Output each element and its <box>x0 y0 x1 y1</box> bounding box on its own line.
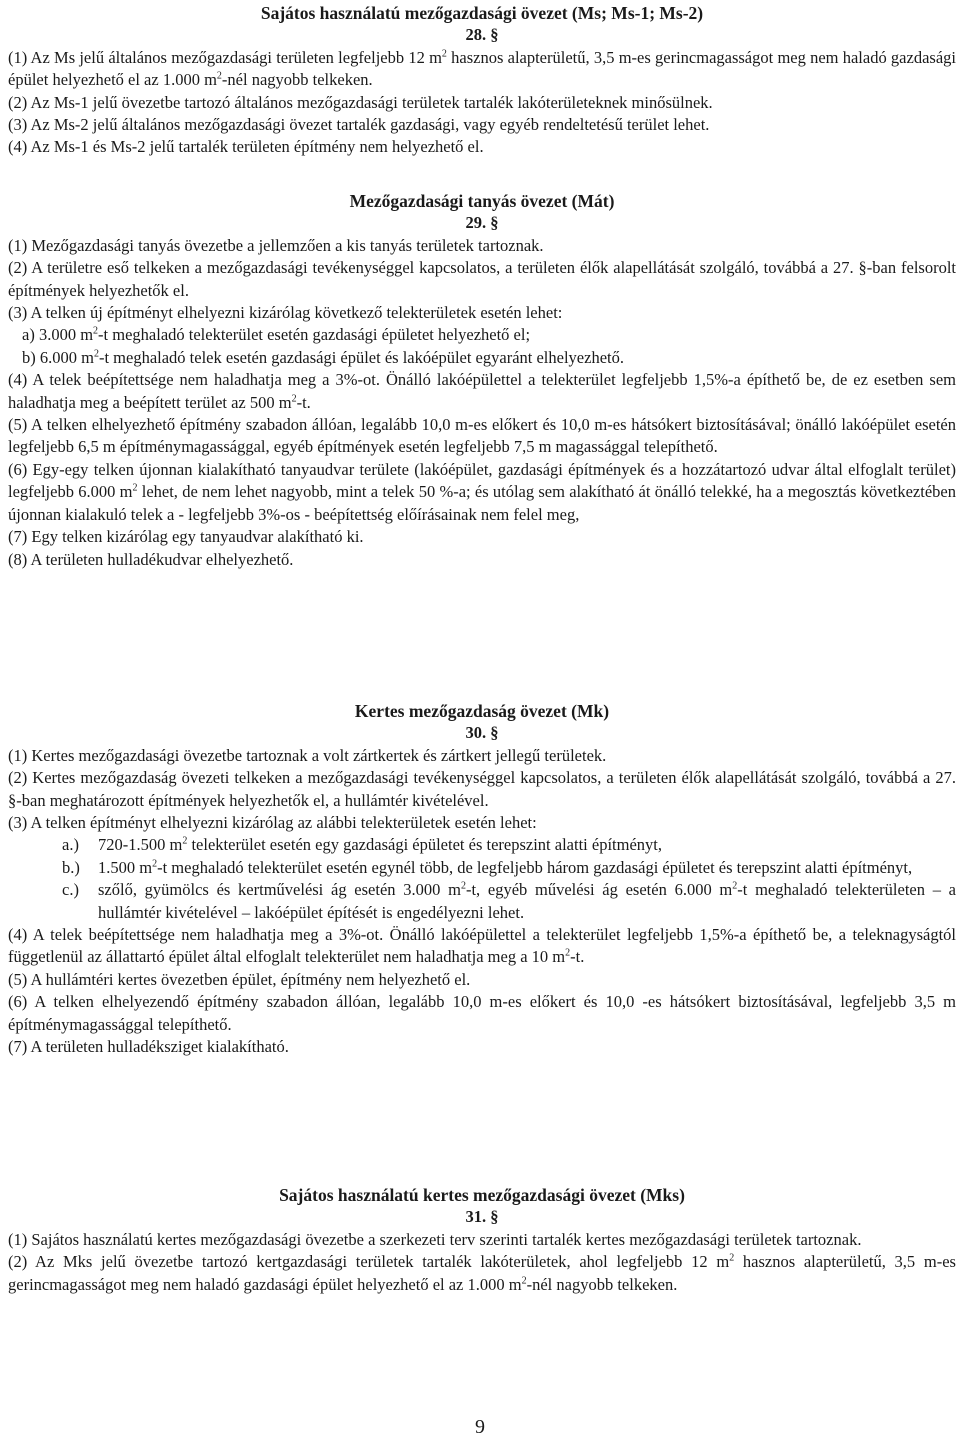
paragraph: (4) A telek beépítettsége nem haladhatja meg a 3%-ot. Önálló lakóépülettel a telekterület legfeljebb 1,5%-a építhető be, a teleknagyságtól függetlenül az állattartó épület által elfoglalt telekterület nem haladhatja meg a 10 $m^2-t$. <box>8 925 956 967</box>
paragraph: (6) Egy-egy telken újonnan kialakítható tanyaudvar területe (lakóépület, gazdasági építmények és a hozzátartozó udvar által elfoglalt terület) legfeljebb 6.000 $m^2$ lehet, de nem lehet nagyobb, mint a telek 50 %-a; és utólag sem alakítható át önálló telekké, ha a megosztás következtében újonnan kialakuló telek a - legfeljebb 3%-os - beépítettség előírásainak nem felel meg, <box>8 459 956 524</box>
paragraph: (4) Az Ms-1 és Ms-2 jelű tartalék területen építmény nem helyezhető el. <box>8 137 484 157</box>
paragraph: (1) Mezőgazdasági tanyás övezetbe a jellemzően a kis tanyás területek tartoznak. <box>8 235 544 255</box>
section-heading: Kertes mezőgazdaság övezet (Mk) <box>354 701 610 721</box>
section-30 <box>8 700 956 1059</box>
section-number: 29. § <box>465 213 499 233</box>
page-number: 9 <box>475 1416 485 1438</box>
list-item: b.) 1.500 $m^2-t$ meghaladó telekterület esetén egynél több, de legfeljebb három gazdasági épületet és terepszint alatti építményt, <box>62 857 913 877</box>
section-number: 31. § <box>465 1207 499 1227</box>
list-item: a) 3.000 $m^2-t$ meghaladó telekterület esetén gazdasági épületet helyezhető el; <box>22 325 531 345</box>
list-item: a.) 720-1.500 $m^2$ telekterület esetén egy gazdasági épületet és terepszint alatti építményt, <box>62 835 662 855</box>
paragraph: (6) A telken elhelyezendő építmény szabadon állóan, legalább 10,0 m-es előkert és 10,0 -es hátsókert biztosításával, legfeljebb 3,5 m építménymagassággal telepíthető. <box>8 992 956 1034</box>
section-number: 28. § <box>465 25 499 45</box>
section-31 <box>8 1184 956 1296</box>
paragraph: (2) Az Mks jelű övezetbe tartozó kertgazdasági területek tartalék lakóterületek, ahol legfeljebb 12 $m^2$ hasznos alapterületű, 3,5 m-es gerincmagasságot meg nem haladó gazdasági épület helyezhető el az 1.000 $m^2$-nél nagyobb telkeken. <box>8 1252 956 1294</box>
section-heading: Mezőgazdasági tanyás övezet (Mát) <box>349 191 615 211</box>
paragraph: (1) Az Ms jelű általános mezőgazdasági területen legfeljebb 12 $m^2$ hasznos alapterületű, 3,5 m-es gerincmagasságot meg nem haladó gazdasági épület helyezhető el az 1.000 $m^2$-nél nagyobb telkeken. <box>8 47 956 90</box>
section-heading: Sajátos használatú kertes mezőgazdasági övezet (Mks) <box>279 1185 685 1205</box>
paragraph: (8) A területen hulladékudvar elhelyezhető. <box>8 549 294 569</box>
section-28 <box>8 2 956 159</box>
list-item: c.) szőlő, gyümölcs és kertművelési ág esetén 3.000 $m^2-t$, egyéb művelési ág esetén 6.000 $m^2-t$ meghaladó telekterületen – a hullámtér kivételével – lakóépület építését is engedélyezni lehet. <box>62 880 957 922</box>
paragraph: (1) Kertes mezőgazdasági övezetbe tartoznak a volt zártkertek és zártkert jellegű területek. <box>8 745 607 765</box>
paragraph: (2) Az Ms-1 jelű övezetbe tartozó általános mezőgazdasági területek tartalék lakóterületeknek minősülnek. <box>8 92 713 112</box>
paragraph: (3) A telken építményt elhelyezni kizárólag az alábbi telekterületek esetén lehet: <box>8 813 537 833</box>
paragraph: (1) Sajátos használatú kertes mezőgazdasági övezetbe a szerkezeti terv szerinti tartalék kertes mezőgazdasági területek tartoznak. <box>8 1229 862 1249</box>
paragraph: (5) A telken elhelyezhető építmény szabadon állóan, legalább 10,0 m-es előkert és 10,0 m-es hátsókert biztosításával; önálló lakóépület esetén legfeljebb 6,5 m építménymagassággal, egyéb építmények esetén legfeljebb 7,5 m magassággal telepíthető. <box>8 415 956 457</box>
section-29 <box>8 190 956 571</box>
section-heading: Sajátos használatú mezőgazdasági övezet (Ms; Ms-1; Ms-2) <box>260 3 704 23</box>
paragraph: (7) A területen hulladéksziget kialakítható. <box>8 1037 289 1057</box>
paragraph: (3) A telken új építményt elhelyezni kizárólag következő telekterületek esetén lehet: <box>8 303 563 323</box>
list-item: b) 6.000 $m^2-t$ meghaladó telek esetén gazdasági épület és lakóépület egyaránt elhelyezhető. <box>22 347 624 367</box>
paragraph: (4) A telek beépítettsége nem haladhatja meg a 3%-ot. Önálló lakóépülettel a telekterület legfeljebb 1,5%-a építhető be, de ez esetben sem haladhatja meg a beépített terület az 500 $m^2-t$. <box>8 370 956 412</box>
paragraph: (3) Az Ms-2 jelű általános mezőgazdasági övezet tartalék gazdasági, vagy egyéb rendeltetésű terület lehet. <box>8 115 710 135</box>
paragraph: (2) A területre eső telkeken a mezőgazdasági tevékenységgel kapcsolatos, a területen élők alapellátását szolgáló, továbbá a 27. §-ban felsorolt építmények helyezhetők el. <box>8 258 956 300</box>
paragraph: (7) Egy telken kizárólag egy tanyaudvar alakítható ki. <box>8 527 364 547</box>
section-number: 30. § <box>465 723 499 743</box>
paragraph: (2) Kertes mezőgazdaság övezeti telkeken a mezőgazdasági tevékenységgel kapcsolatos, a területen élők alapellátását szolgáló, továbbá a 27. §-ban meghatározott építmények helyezhetők el, a hullámtér kivételével. <box>8 768 956 810</box>
paragraph: (5) A hullámtéri kertes övezetben épület, építmény nem helyezhető el. <box>8 969 471 989</box>
